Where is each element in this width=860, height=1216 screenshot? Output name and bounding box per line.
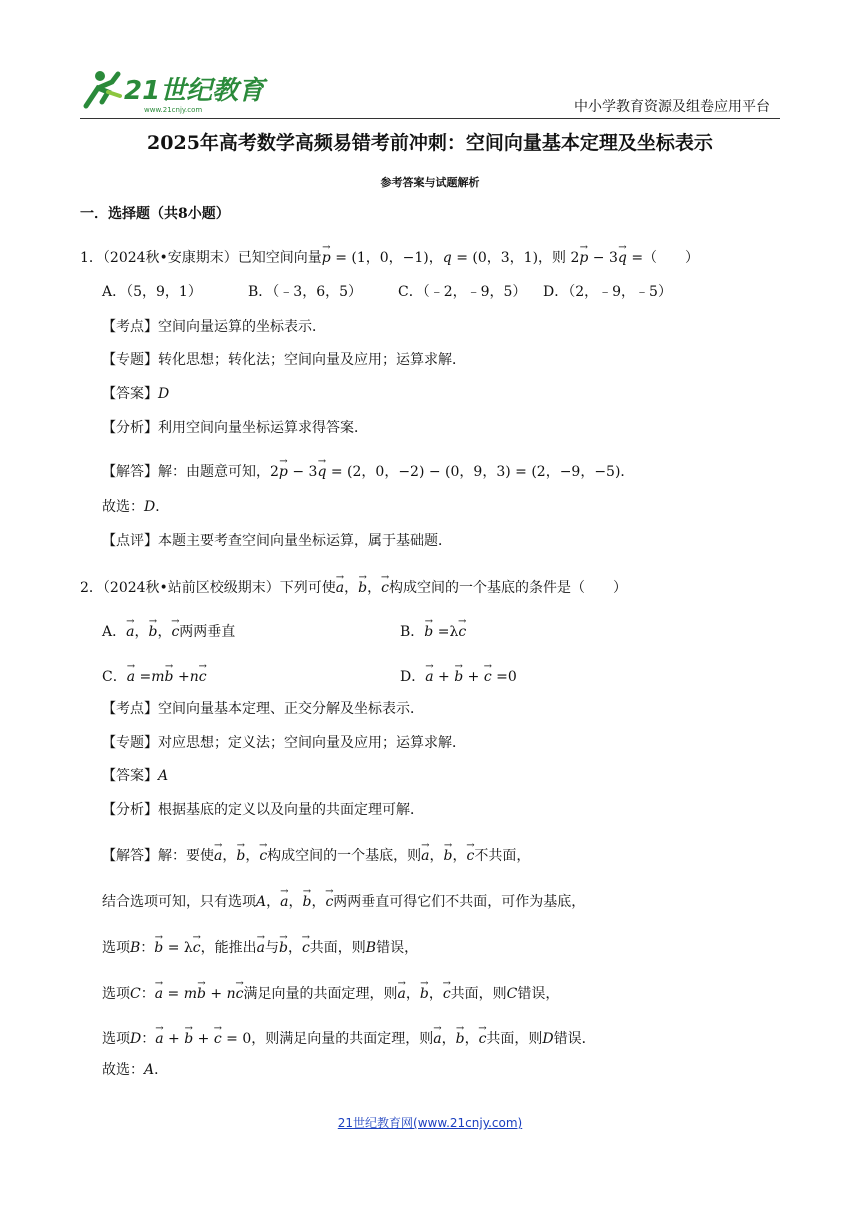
q2-option-c: C．→ a =m→ b +n→ c [102,663,207,687]
q2-kaodian: 【考点】空间向量基本定理、正交分解及坐标表示． [102,701,424,717]
q1-option-b: B．（﹣3，6，5） [248,284,363,300]
q2-jieda-line2: 结合选项可知，只有选项A，→ a，→ b，→ c两两垂直可得它们不共面，可作为基底， [102,888,585,912]
runner-icon [86,71,120,106]
q2-conclusion: 故选：A． [102,1062,169,1078]
header-platform-text: 中小学教育资源及组卷应用平台 [574,99,770,115]
q1-answer: 【答案】D [102,386,170,402]
q2-stem: 2．（2024秋•站前区校级期末）下列可使→ a，→ b，→ c构成空间的一个基底的条件是（ ） [80,574,627,598]
q2-jieda-line3: 选项B：→ b = λ→ c，能推出→ a与→ b，→ c共面，则B错误， [102,934,418,958]
q2-option-d: D．→ a + → b + → c =0 [400,663,517,687]
q2-fenxi: 【分析】根据基底的定义以及向量的共面定理可解． [102,802,424,818]
q2-jieda-line4: 选项C：→ a = m→ b + n→ c满足向量的共面定理，则→ a，→ b，→ c共面，则C错误， [102,980,559,1004]
site-logo [78,66,268,116]
q1-option-d: D．（2，﹣9，﹣5） [543,284,672,300]
q2-jieda-line5: 选项D：→ a + → b + → c = 0，则满足向量的共面定理，则→ a，→ b，→ c共面，则D错误． [102,1025,596,1049]
section-heading: 一．选择题（共8小题） [80,206,230,222]
q1-conclusion: 故选：D． [102,499,170,515]
q2-answer: 【答案】A [102,768,169,784]
page-subtitle: 参考答案与试题解析 [380,176,480,189]
q2-option-b: B．→ b =λ→ c [400,618,466,642]
q1-option-c: C．（﹣2，﹣9，5） [398,284,527,300]
q1-option-a: A．（5，9，1） [102,284,202,300]
q2-option-a: A．→ a，→ b，→ c两两垂直 [102,618,235,642]
page-title: 2025年高考数学高频易错考前冲刺：空间向量基本定理及坐标表示 [147,132,713,154]
q2-jieda-line1: 【解答】解：要使→ a，→ b，→ c构成空间的一个基底，则→ a，→ b，→ c不共面， [102,842,530,866]
svg-text:21世纪教育: 21世纪教育 [124,76,265,106]
footer-link[interactable]: 21世纪教育网(www.21cnjy.com) [337,1116,523,1130]
q1-kaodian: 【考点】空间向量运算的坐标表示． [102,319,326,335]
q1-fenxi: 【分析】利用空间向量坐标运算求得答案． [102,420,368,436]
header-divider [80,118,780,119]
svg-text:www.21cnjy.com: www.21cnjy.com [144,106,203,114]
q1-zhuanti: 【专题】转化思想；转化法；空间向量及应用；运算求解． [102,352,466,368]
q1-stem: 1．（2024秋•安康期末）已知空间向量→ p = (1，0，−1)，q = (0，3，1)，则 2→ p − 3→ q =（ ） [80,244,699,268]
q2-zhuanti: 【专题】对应思想；定义法；空间向量及应用；运算求解． [102,735,466,751]
q1-dianping: 【点评】本题主要考查空间向量坐标运算，属于基础题． [102,533,452,549]
q1-jieda: 【解答】解：由题意可知，2→ p − 3→ q = (2，0，−2) − (0，9，3) = (2，−9，−5)． [102,458,634,482]
